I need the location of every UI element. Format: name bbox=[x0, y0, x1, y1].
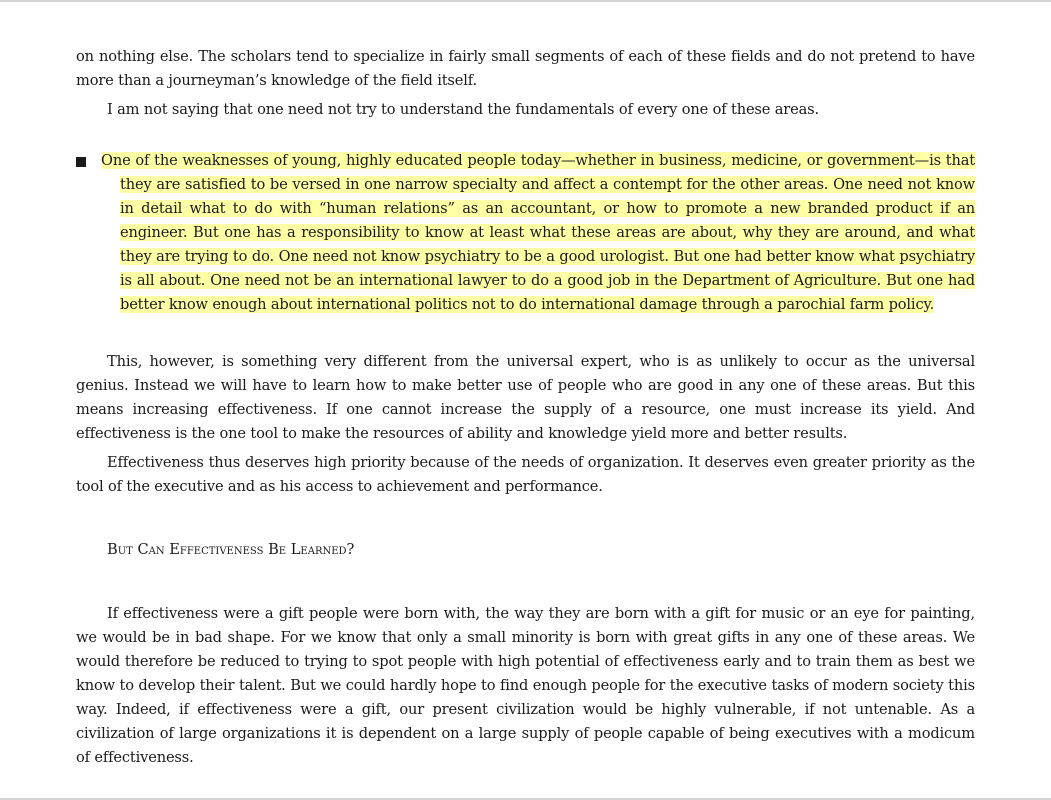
highlight-bullet-icon bbox=[76, 157, 86, 167]
highlighted-text-block bbox=[101, 149, 975, 317]
section-heading: But Can Effectiveness Be Learned? bbox=[107, 541, 355, 558]
page-content bbox=[76, 45, 975, 770]
highlighted-passage[interactable] bbox=[76, 149, 975, 317]
paragraph-gift[interactable]: If effectiveness were a gift people were born with, the way they are born with a gift for music or an eye for painting, we would be in bad shape. For we know that only a small minority is born with great gifts in any one of these areas. We would therefore be reduced to trying to spot people with high potential of effectiveness early and to train them as best we know to develop their talent. But we could hardly hope to find enough people for the executive tasks of modern society this way. Indeed, if effectiveness were a gift, our present civilization would be highly vulnerable, if not untenable. As a civilization of large organizations it is dependent on a large supply of people capable of being executives with a modicum of effectiveness. bbox=[76, 605, 975, 766]
paragraph-priority[interactable]: Effectiveness thus deserves high priority because of the needs of organization. It deserves even greater priority as the tool of the executive and as his access to achievement and performance. bbox=[76, 454, 975, 495]
paragraph-continued[interactable]: on nothing else. The scholars tend to specialize in fairly small segments of each of these fields and do not pretend to have more than a journeyman’s knowledge of the field itself. bbox=[76, 48, 975, 89]
highlighted-text[interactable]: One of the weaknesses of young, highly educated people today—whether in business, medicine, or government—is that they are satisfied to be versed in one narrow specialty and affect a contempt for the other areas. One need not know in detail what to do with “human relations” as an accountant, or how to promote a new branded product if an engineer. But one has a responsibility to know at least what these areas are about, why they are around, and what they are trying to do. One need not know psychiatry to be a good urologist. But one had better know what psychiatry is all about. One need not be an international lawyer to do a good job in the Department of Agriculture. But one had better know enough about international politics not to do international damage through a parochial farm policy. bbox=[101, 152, 975, 313]
paragraph-universal-expert[interactable]: This, however, is something very different from the universal expert, who is as unlikely to occur as the universal genius. Instead we will have to learn how to make better use of people who are good in any one of these areas. But this means increasing effectiveness. If one cannot increase the supply of a resource, one must increase its yield. And effectiveness is the one tool to make the resources of ability and knowledge yield more and better results. bbox=[76, 353, 975, 442]
paragraph-fundamentals[interactable]: I am not saying that one need not try to understand the fundamentals of every one of these areas. bbox=[107, 101, 819, 118]
